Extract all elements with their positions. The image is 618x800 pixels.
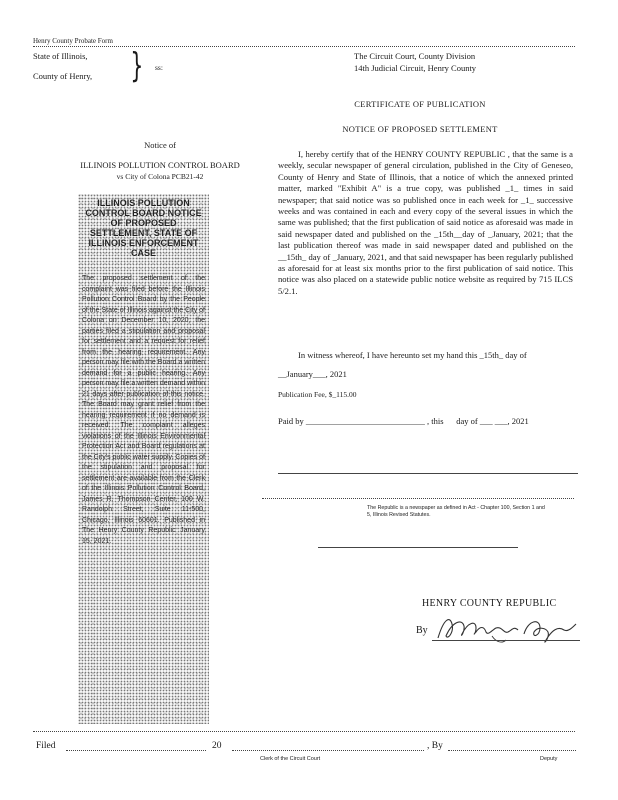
ss-label: ss: — [155, 63, 163, 72]
handwritten-signature — [432, 612, 582, 653]
by-label: By — [416, 625, 428, 636]
case-reference: vs City of Colona PCB21-42 — [116, 172, 204, 181]
board-name: ILLINOIS POLLUTION CONTROL BOARD — [80, 160, 240, 170]
bottom-rule — [33, 731, 575, 732]
witness-line: In witness whereof, I have hereunto set my hand this _15th_ day of — [298, 350, 527, 360]
signature-rule-lower — [318, 547, 518, 548]
certificate-title: CERTIFICATE OF PUBLICATION — [354, 99, 486, 109]
witness-date: __January___, 2021 — [278, 369, 347, 379]
republic-note: The Republic is a newspaper as defined in Act - Chapter 100, Section 1 and 5, Illinois Revised Statutes. — [367, 505, 545, 518]
notice-of-label: Notice of — [144, 140, 176, 150]
brace-glyph: } — [130, 46, 144, 86]
signature-drawing — [432, 612, 582, 648]
newspaper-clipping — [78, 194, 209, 724]
clipping-heading: ILLINOIS POLLUTION CONTROL BOARD NOTICE OF PROPOSED SETTLEMENT, STATE OF ILLINOIS ENFORCEMENT CASE — [85, 198, 202, 258]
deputy-signature-line — [448, 750, 576, 751]
form-label: Henry County Probate Form — [33, 37, 113, 45]
deputy-caption: Deputy — [540, 756, 558, 762]
dotted-rule — [262, 498, 574, 499]
paid-by-line: Paid by ____________________________ , this day of ___ ___, 2021 — [278, 416, 529, 426]
filed-year-label: 20 — [212, 741, 222, 751]
judicial-circuit: 14th Judicial Circuit, Henry County — [354, 63, 477, 73]
publication-fee: Publication Fee, $_115.00 — [278, 390, 357, 399]
deputy-by-label: , By — [427, 741, 443, 751]
top-rule — [33, 46, 575, 47]
court-division: The Circuit Court, County Division — [354, 51, 476, 61]
clerk-caption: Clerk of the Circuit Court — [260, 756, 321, 762]
filed-label: Filed — [36, 741, 56, 751]
clipping-body: The proposed settlement of the complaint was filed before the Illinois Pollution Control Board by the People of the State of Illinois against the City of Colona on December 10, 2020, the parties filed a stipulation and proposal for settlement and a request for relief from the hearing requirement. Any person may file with the Board a written demand for a public hearing. Any person may file a written demand within 21 days after publication of this notice. The Board may grant relief from the hearing requirement if no demand is received. The complaint alleges violations of the Illinois Environmental Protection Act and Board regulations at the City's public water supply. Copies of the stipulation and proposal for settlement are available from the Clerk of the Illinois Pollution Control Board, James R. Thompson Center, 100 W. Randolph Street, Suite 11-500, Chicago, Illinois 60601. Published in The Henry County Republic January 15, 2021. — [82, 275, 205, 545]
filed-date-line — [66, 750, 206, 751]
signature-rule-upper — [278, 473, 578, 474]
certificate-body: I, hereby certify that of the HENRY COUNTY REPUBLIC , that the same is a weekly, secular newspaper of general circulation, published in the City of Geneseo, County of Henry and State of Illinois, that a notice of which the annexed printed matter, marked "Exhibit A" is a true copy, was published _1_ times in said newspaper; that said notice was so published once in each week for _1_ successive weeks and was contained in each and every copy of the several issues in which the same was published; that the first publication of said notice as aforesaid was made in said newspaper dated and published on the _15th__day of _January, 2021; that the last publication thereof was made in said newspaper dated and published on the __15th_ day of _January, 2021, and that said newspaper has been regularly published as aforesaid for at least six months prior to the first publication of said notice. This notice was also placed on a statewide public notice website as required by 715 ILCS 5/2.1. — [278, 149, 573, 296]
county-label: County of Henry, — [33, 71, 93, 81]
state-label: State of Illinois, — [33, 51, 88, 61]
notice-title: NOTICE OF PROPOSED SETTLEMENT — [342, 124, 498, 134]
clerk-signature-line — [232, 750, 424, 751]
publisher-name: HENRY COUNTY REPUBLIC — [422, 598, 557, 609]
signature-underline — [432, 640, 580, 641]
